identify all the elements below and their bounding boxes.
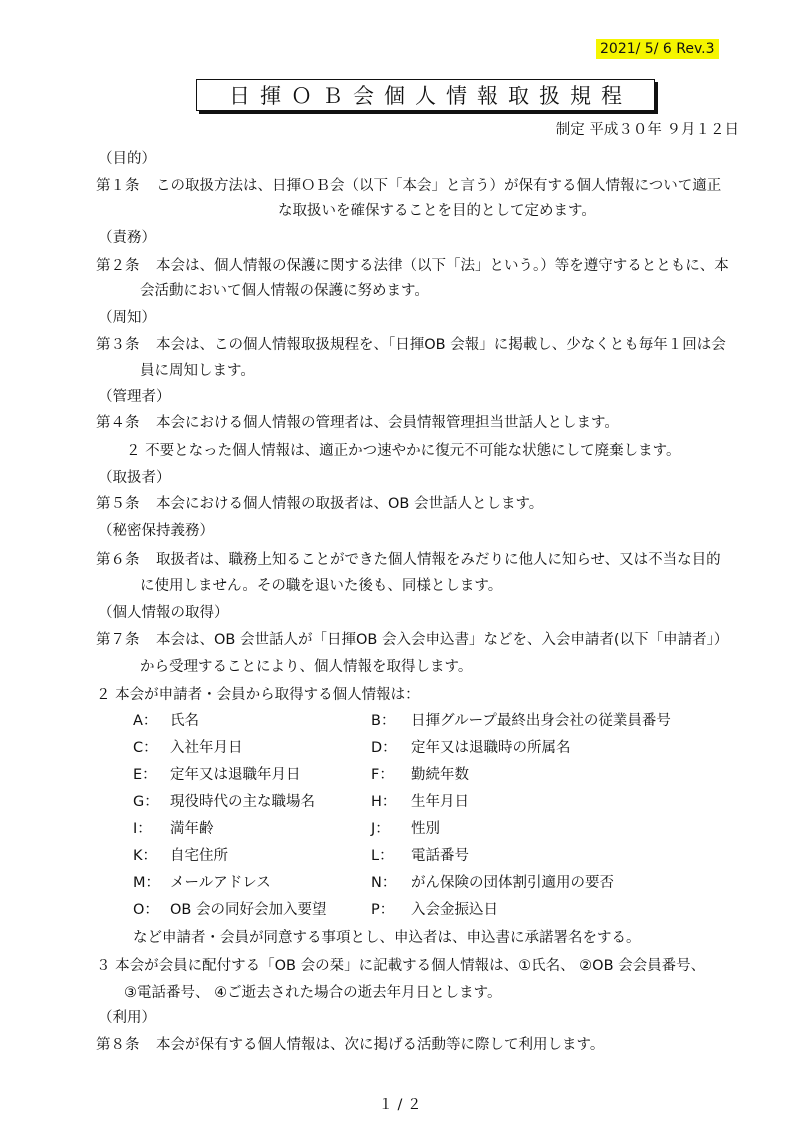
- article-7-paragraph-2: ２ 本会が申請者・会員から取得する個人情報は：: [96, 687, 420, 703]
- item-value: 日揮グループ最終出身会社の従業員番号: [411, 713, 671, 729]
- item-key: I：: [133, 821, 152, 837]
- article-1-heading: （目的）: [98, 151, 156, 167]
- article-2-heading: （責務）: [98, 230, 156, 246]
- item-value: 現役時代の主な職場名: [170, 794, 315, 810]
- article-1-label: 第１条: [96, 178, 140, 194]
- article-4-paragraph-2: ２ 不要となった個人情報は、適正かつ速やかに復元不可能な状態にして廃棄します。: [126, 443, 681, 459]
- item-value: がん保険の団体割引適用の要否: [411, 875, 614, 891]
- item-value: 氏名: [170, 713, 199, 729]
- item-key: N：: [371, 875, 397, 891]
- item-key: L：: [371, 848, 394, 864]
- article-3-text-line1: 本会は、この個人情報取扱規程を、「日揮OB 会報」に掲載し、少なくとも毎年１回は会: [156, 337, 726, 353]
- article-5-heading: （取扱者）: [98, 470, 171, 486]
- article-5-text-line1: 本会における個人情報の取扱者は、OB 会世話人とします。: [156, 496, 544, 512]
- item-key: G：: [133, 794, 159, 810]
- enacted-date: 制定 平成３０年 ９月１２日: [555, 122, 739, 138]
- item-key: M：: [133, 875, 161, 891]
- item-key: O：: [133, 902, 159, 918]
- revision-label: 2021/ 5/ 6 Rev.3: [596, 39, 719, 59]
- item-value: 生年月日: [411, 794, 469, 810]
- article-2-label: 第２条: [96, 258, 140, 274]
- article-8-heading: （利用）: [98, 1010, 156, 1026]
- article-7-heading: （個人情報の取得）: [98, 605, 229, 621]
- article-7-label: 第７条: [96, 632, 140, 648]
- article-6-label: 第６条: [96, 552, 140, 568]
- article-3-label: 第３条: [96, 337, 140, 353]
- item-key: C：: [133, 740, 158, 756]
- article-4-label: 第４条: [96, 415, 140, 431]
- item-key: F：: [371, 767, 394, 783]
- article-3-heading: （周知）: [98, 310, 156, 326]
- page-number: １ / ２: [378, 1097, 422, 1113]
- item-key: H：: [371, 794, 397, 810]
- article-6-text-line2: に使用しません。その職を退いた後も、同様とします。: [140, 578, 503, 594]
- document-title: 日揮ＯＢ会個人情報取扱規程: [229, 84, 632, 108]
- item-value: 満年齢: [170, 821, 214, 837]
- item-value: 定年又は退職時の所属名: [411, 740, 571, 756]
- title-box: [196, 79, 655, 111]
- item-key: J：: [371, 821, 390, 837]
- article-6-heading: （秘密保持義務）: [98, 523, 214, 539]
- article-5-label: 第５条: [96, 496, 140, 512]
- item-value: OB 会の同好会加入要望: [170, 902, 327, 918]
- item-value: 勤続年数: [411, 767, 469, 783]
- article-4-heading: （管理者）: [98, 389, 171, 405]
- article-7-paragraph-3-line1: ３ 本会が会員に配付する「OB 会の栞」に記載する個人情報は、①氏名、 ②OB 会会員番号、: [96, 958, 706, 974]
- article-2-text-line2: 会活動において個人情報の保護に努めます。: [140, 283, 429, 299]
- article-1-text-line1: この取扱方法は、日揮ＯＢ会（以下「本会」と言う）が保有する個人情報について適正: [156, 178, 722, 194]
- article-8-label: 第８条: [96, 1037, 140, 1053]
- article-7-paragraph-3-line2: ③電話番号、 ④ご逝去された場合の逝去年月日とします。: [124, 985, 502, 1001]
- article-7-text-line2: から受理することにより、個人情報を取得します。: [140, 659, 473, 675]
- article-2-text-line1: 本会は、個人情報の保護に関する法律（以下「法」という。）等を遵守するとともに、本: [156, 258, 729, 274]
- items-note: など申請者・会員が同意する事項とし、申込者は、申込書に承諾署名をする。: [133, 930, 641, 946]
- article-3-text-line2: 員に周知します。: [140, 363, 255, 379]
- item-key: A：: [133, 713, 158, 729]
- item-value: 電話番号: [411, 848, 469, 864]
- item-key: D：: [371, 740, 397, 756]
- item-value: 入社年月日: [170, 740, 243, 756]
- item-key: B：: [371, 713, 396, 729]
- item-value: メールアドレス: [170, 875, 271, 891]
- item-value: 自宅住所: [170, 848, 228, 864]
- item-value: 定年又は退職年月日: [170, 767, 301, 783]
- article-6-text-line1: 取扱者は、職務上知ることができた個人情報をみだりに他人に知らせ、又は不当な目的: [156, 552, 721, 568]
- item-value: 性別: [411, 821, 440, 837]
- item-key: P：: [371, 902, 395, 918]
- article-8-text-line1: 本会が保有する個人情報は、次に掲げる活動等に際して利用します。: [156, 1037, 605, 1053]
- article-7-text-line1: 本会は、OB 会世話人が「日揮OB 会入会申込書」などを、入会申請者(以下「申請者」）: [156, 632, 729, 648]
- item-key: E：: [133, 767, 157, 783]
- article-1-text-line2: な取扱いを確保することを目的として定めます。: [278, 203, 596, 219]
- article-4-text-line1: 本会における個人情報の管理者は、会員情報管理担当世話人とします。: [156, 415, 619, 431]
- item-value: 入会金振込日: [411, 902, 498, 918]
- item-key: K：: [133, 848, 158, 864]
